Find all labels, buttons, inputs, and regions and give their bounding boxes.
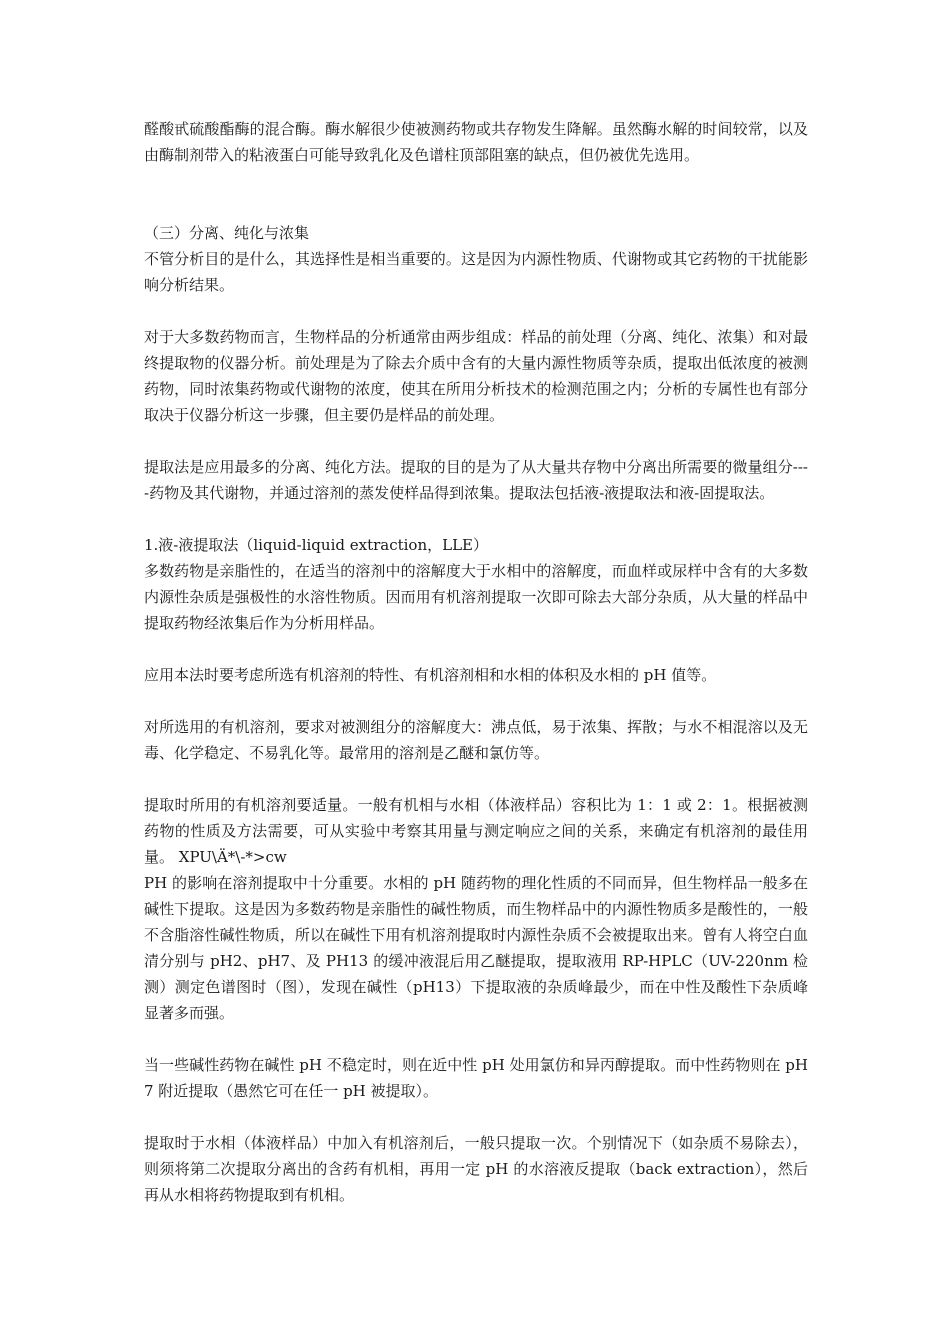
spacer [144,636,808,662]
subheading-lle: 1.液-液提取法（liquid-liquid extraction，LLE） [144,536,488,554]
paragraph-lipophilic-drugs: 多数药物是亲脂性的，在适当的溶剂中的溶解度大于水相中的溶解度，而血样或尿样中含有的大多数内源性杂质是强极性的水溶性物质。因而用有机溶剂提取一次即可除去大部分杂质，从大量的样品中提取药物经浓集后作为分析用样品。 [144,562,808,632]
spacer [144,506,808,532]
document-page [144,116,808,1208]
paragraph-back-extraction: 提取时于水相（体液样品）中加入有机溶剂后，一般只提取一次。个别情况下（如杂质不易除去），则须将第二次提取分离出的含药有机相，再用一定 pH 的水溶液反提取（back extraction），然后再从水相将药物提取到有机相。 [144,1134,808,1204]
spacer [144,298,808,324]
paragraph-enzyme-hydrolysis: 醛酸甙硫酸酯酶的混合酶。酶水解很少使被测药物或共存物发生降解。虽然酶水解的时间较常，以及由酶制剂带入的粘液蛋白可能导致乳化及色谱柱顶部阻塞的缺点，但仍被优先选用。 [144,120,808,164]
paragraph-solvent-requirements: 对所选用的有机溶剂，要求对被测组分的溶解度大：沸点低，易于浓集、挥散；与水不相混溶以及无毒、化学稳定、不易乳化等。最常用的溶剂是乙醚和氯仿等。 [144,718,808,762]
paragraph-extraction-method: 提取法是应用最多的分离、纯化方法。提取的目的是为了从大量共存物中分离出所需要的微量组分----药物及其代谢物，并通过溶剂的蒸发使样品得到浓集。提取法包括液-液提取法和液-固提取法。 [144,458,808,502]
paragraph-two-steps: 对于大多数药物而言，生物样品的分析通常由两步组成：样品的前处理（分离、纯化、浓集）和对最终提取物的仪器分析。前处理是为了除去介质中含有的大量内源性物质等杂质，提取出低浓度的被测药物，同时浓集药物或代谢物的浓度，使其在所用分析技术的检测范围之内；分析的专属性也有部分取决于仪器分析这一步骤，但主要仍是样品的前处理。 [144,328,808,424]
spacer [144,1026,808,1052]
spacer [144,168,808,220]
spacer [144,1104,808,1130]
paragraph-ph-influence: PH 的影响在溶剂提取中十分重要。水相的 pH 随药物的理化性质的不同而异，但生物样品一般多在碱性下提取。这是因为多数药物是亲脂性的碱性物质，而生物样品中的内源性物质多是酸性的，一般不含脂溶性碱性物质，所以在碱性下用有机溶剂提取时内源性杂质不会被提取出来。曾有人将空白血清分别与 pH2、pH7、及 PH13 的缓冲液混后用乙醚提取，提取液用 RP-HPLC（UV-220nm 检测）测定色谱图时（图），发现在碱性（pH13）下提取液的杂质峰最少，而在中性及酸性下杂质峰显著多而强。 [144,874,808,1022]
paragraph-basic-drugs: 当一些碱性药物在碱性 pH 不稳定时，则在近中性 pH 处用氯仿和异丙醇提取。而中性药物则在 pH7 附近提取（愚然它可在任一 pH 被提取）。 [144,1056,808,1100]
spacer [144,688,808,714]
paragraph-considerations: 应用本法时要考虑所选有机溶剂的特性、有机溶剂相和水相的体积及水相的 pH 值等。 [144,666,717,684]
paragraph-solvent-volume: 提取时所用的有机溶剂要适量。一般有机相与水相（体液样品）容积比为 1：1 或 2：1。根据被测药物的性质及方法需要，可从实验中考察其用量与测定响应之间的关系，来确定有机溶剂的最佳用量。 XPU\Ä*\-*>cw [144,796,808,866]
section-heading-separation: （三）分离、纯化与浓集 [144,224,310,242]
spacer [144,428,808,454]
paragraph-selectivity: 不管分析目的是什么，其选择性是相当重要的。这是因为内源性物质、代谢物或其它药物的干扰能影响分析结果。 [144,250,808,294]
spacer [144,766,808,792]
